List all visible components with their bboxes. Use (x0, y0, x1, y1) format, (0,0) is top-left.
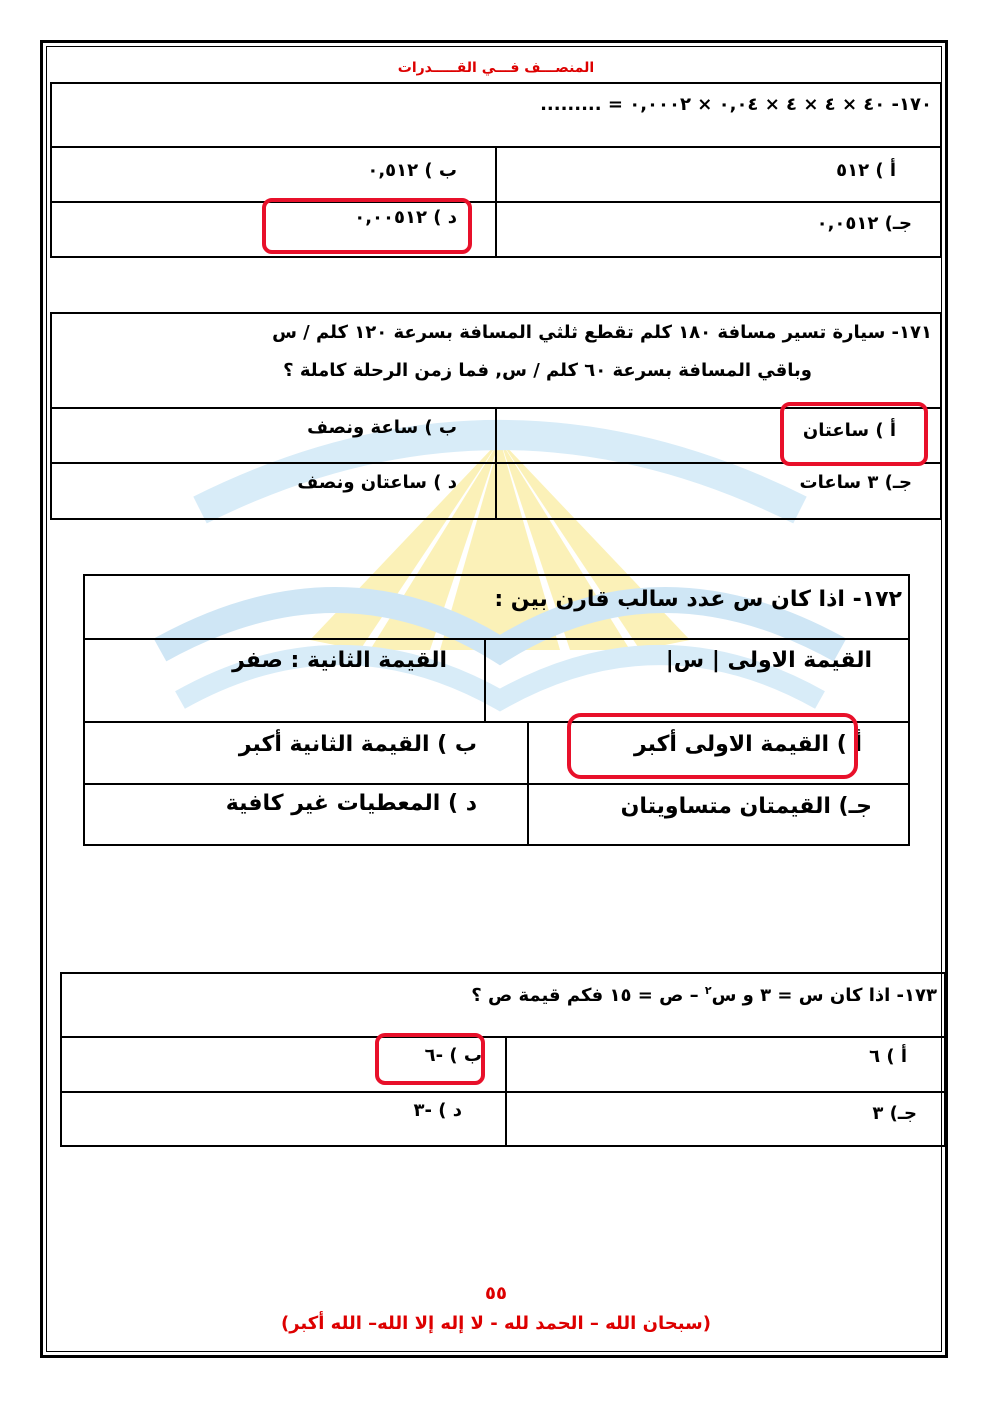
q173-question-text-part1: ١٧٣- اذا كان س = ٣ و س (711, 985, 937, 1006)
q170-option-c[interactable]: جـ) ٠,٠٥١٢ (816, 213, 912, 234)
q170-option-a[interactable]: أ ) ٥١٢ (836, 160, 896, 181)
q173-question-text (471, 984, 937, 1006)
q172-option-c[interactable]: جـ) القيمتان متساويتان (620, 794, 872, 819)
q173-option-a[interactable]: أ ) ٦ (869, 1046, 907, 1067)
q171-question-line1: ١٧١- سيارة تسير مسافة ١٨٠ كلم تقطع ثلثي المسافة بسرعة ١٢٠ كلم / س (272, 322, 932, 343)
q172-answer-highlight (567, 713, 858, 779)
page-number: ٥٥ (485, 1283, 507, 1304)
q173-option-c[interactable]: جـ) ٣ (872, 1103, 917, 1124)
q170-answer-highlight (262, 198, 472, 254)
q171-question-line2: وباقي المسافة بسرعة ٦٠ كلم / س, فما زمن الرحلة كاملة ؟ (283, 360, 812, 381)
q170-question-text: ١٧٠- ٤٠ × ٤ × ٤ × ٠,٠٤ × ٠,٠٠٠٢ = ......... (540, 94, 932, 115)
q171-answer-highlight (780, 402, 928, 466)
q170-column-divider (495, 146, 497, 258)
q173-divider (60, 1036, 946, 1038)
q172-divider (83, 638, 910, 640)
q173-question-text-part2: – ص = ١٥ فكم قيمة ص ؟ (471, 985, 705, 1006)
q173-divider (60, 1091, 946, 1093)
q172-column-divider (527, 721, 529, 846)
q173-option-b[interactable]: ب ) -٦ (424, 1045, 482, 1066)
q172-first-value: القيمة الاولى | س| (665, 648, 872, 673)
q173-option-d[interactable]: د ) -٣ (413, 1100, 462, 1121)
q172-divider (83, 783, 910, 785)
q173-exponent: ٢ (704, 984, 712, 997)
q173-column-divider (505, 1036, 507, 1147)
q170-option-d[interactable]: د ) ٠,٠٠٥١٢ (354, 207, 457, 228)
q172-column-divider (484, 638, 486, 721)
q172-question-text: ١٧٢- اذا كان س عدد سالب قارن بين : (494, 587, 902, 612)
q171-option-c[interactable]: جـ) ٣ ساعات (799, 472, 912, 493)
q171-option-b[interactable]: ب ) ساعة ونصف (307, 417, 457, 438)
q172-option-d[interactable]: د ) المعطيات غير كافية (225, 791, 477, 816)
q171-option-a[interactable]: أ ) ساعتان (802, 420, 896, 441)
q173-answer-highlight (375, 1033, 485, 1085)
q172-option-a[interactable]: أ ) القيمة الاولى أكبر (633, 732, 862, 757)
page-footer: (سبحان الله – الحمد لله - لا إله إلا الله– الله أكبر) (281, 1313, 711, 1334)
q170-option-b[interactable]: ب ) ٠,٥١٢ (367, 160, 457, 181)
q171-option-d[interactable]: د ) ساعتان ونصف (297, 472, 457, 493)
q172-second-value: القيمة الثانية : صفر (232, 648, 447, 673)
q171-column-divider (495, 407, 497, 520)
q172-option-b[interactable]: ب ) القيمة الثانية أكبر (238, 732, 477, 757)
page-header: المنصـــف فـــي القـــــدرات (397, 60, 595, 76)
